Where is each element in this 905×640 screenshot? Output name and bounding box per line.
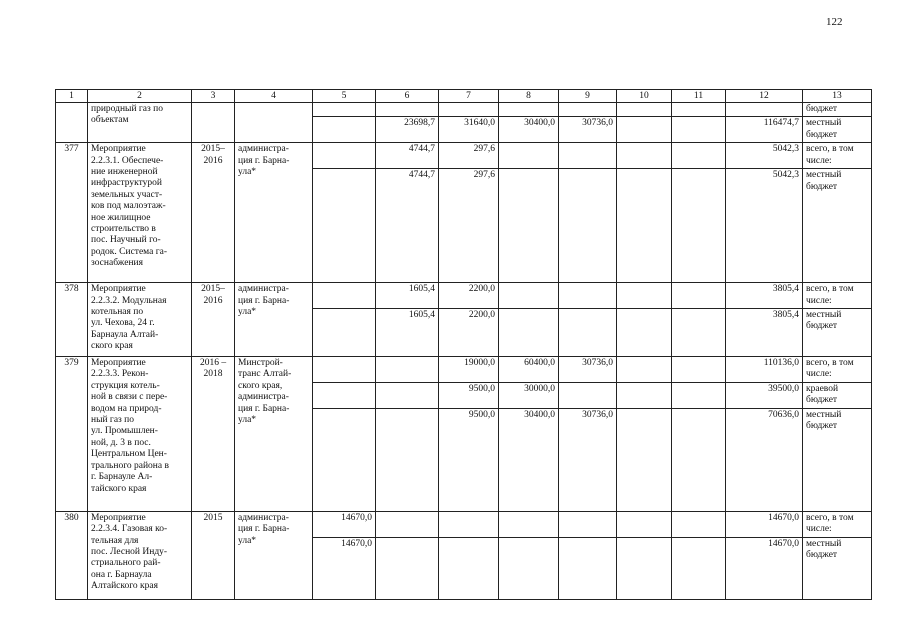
total-cell: 39500,0 xyxy=(726,383,803,409)
amount-cell xyxy=(672,143,726,169)
amount-cell xyxy=(672,383,726,409)
column-number: 6 xyxy=(376,90,439,103)
amount-cell xyxy=(313,143,376,169)
amount-cell xyxy=(376,537,439,599)
amount-cell: 1605,4 xyxy=(376,283,439,309)
table-row xyxy=(56,283,872,309)
amount-cell xyxy=(559,309,617,357)
column-number: 8 xyxy=(499,90,559,103)
funding-source: местный бюджет xyxy=(803,408,872,511)
table-row xyxy=(56,511,872,537)
amount-cell xyxy=(499,537,559,599)
executor: администра- ция г. Барна- ула* xyxy=(235,143,313,283)
amount-cell: 2200,0 xyxy=(439,309,499,357)
amount-cell: 2200,0 xyxy=(439,283,499,309)
table-row xyxy=(56,103,872,117)
amount-cell xyxy=(439,511,499,537)
funding-source: всего, в том числе: xyxy=(803,143,872,169)
executor: администра- ция г. Барна- ула* xyxy=(235,511,313,599)
funding-source: всего, в том числе: xyxy=(803,357,872,383)
amount-cell xyxy=(672,283,726,309)
amount-cell: 30736,0 xyxy=(559,357,617,383)
column-number: 4 xyxy=(235,90,313,103)
amount-cell: 14670,0 xyxy=(313,537,376,599)
amount-cell xyxy=(313,309,376,357)
amount-cell xyxy=(672,408,726,511)
amount-cell xyxy=(313,283,376,309)
funding-source: всего, в том числе: xyxy=(803,511,872,537)
amount-cell: 9500,0 xyxy=(439,383,499,409)
amount-cell: 1605,4 xyxy=(376,309,439,357)
amount-cell xyxy=(617,357,672,383)
amount-cell: 4744,7 xyxy=(376,143,439,169)
executor: Минстрой- транс Алтай- ского края, администра- ция г. Барна- ула* xyxy=(235,357,313,512)
amount-cell xyxy=(313,408,376,511)
amount-cell xyxy=(617,511,672,537)
amount-cell xyxy=(559,143,617,169)
amount-cell xyxy=(559,383,617,409)
column-number: 9 xyxy=(559,90,617,103)
total-cell: 3805,4 xyxy=(726,309,803,357)
amount-cell xyxy=(313,169,376,283)
amount-cell xyxy=(376,511,439,537)
amount-cell xyxy=(439,537,499,599)
funding-source: местный бюджет xyxy=(803,169,872,283)
amount-cell: 31640,0 xyxy=(439,117,499,143)
amount-cell xyxy=(617,383,672,409)
funding-source: местный бюджет xyxy=(803,117,872,143)
row-number: 378 xyxy=(56,283,88,357)
budget-table xyxy=(55,89,872,600)
amount-cell: 4744,7 xyxy=(376,169,439,283)
total-cell: 3805,4 xyxy=(726,283,803,309)
column-number: 3 xyxy=(192,90,235,103)
row-number: 377 xyxy=(56,143,88,283)
amount-cell xyxy=(617,537,672,599)
column-number-row xyxy=(56,90,872,103)
amount-cell xyxy=(672,357,726,383)
measure-name: Мероприятие 2.2.3.3. Рекон- струкция котель- ной в связи с пере- водом на природ- ный газ по ул. Промышлен- ной, д. 3 в пос. Центральном Цен- трального района в г. Барнауле Ал- тайского края xyxy=(88,357,192,512)
measure-name: Мероприятие 2.2.3.2. Модульная котельная по ул. Чехова, 24 г. Барнаула Алтай- ского края xyxy=(88,283,192,357)
amount-cell xyxy=(376,383,439,409)
amount-cell xyxy=(313,357,376,383)
row-number: 380 xyxy=(56,511,88,599)
funding-source: местный бюджет xyxy=(803,537,872,599)
amount-cell xyxy=(559,511,617,537)
page-number: 122 xyxy=(826,16,843,28)
amount-cell xyxy=(617,143,672,169)
amount-cell xyxy=(559,283,617,309)
amount-cell: 297,6 xyxy=(439,169,499,283)
amount-cell xyxy=(499,169,559,283)
amount-cell: 19000,0 xyxy=(439,357,499,383)
row-number: 379 xyxy=(56,357,88,512)
measure-name: Мероприятие 2.2.3.1. Обеспече- ние инженерной инфраструктурой земельных участ- ков под малоэтаж- ное жилищное строительство в пос. Научный го- родок. Система га- зоснабжения xyxy=(88,143,192,283)
amount-cell: 30000,0 xyxy=(499,383,559,409)
amount-cell xyxy=(617,309,672,357)
amount-cell xyxy=(617,408,672,511)
column-number: 2 xyxy=(88,90,192,103)
amount-cell xyxy=(313,383,376,409)
amount-cell: 60400,0 xyxy=(499,357,559,383)
amount-cell xyxy=(672,511,726,537)
amount-cell: 9500,0 xyxy=(439,408,499,511)
total-cell: 14670,0 xyxy=(726,511,803,537)
funding-source: всего, в том числе: xyxy=(803,283,872,309)
amount-cell xyxy=(559,169,617,283)
amount-cell xyxy=(499,309,559,357)
column-number: 7 xyxy=(439,90,499,103)
column-number: 5 xyxy=(313,90,376,103)
table-row xyxy=(56,357,872,383)
total-cell: 5042,3 xyxy=(726,143,803,169)
total-cell: 5042,3 xyxy=(726,169,803,283)
amount-cell xyxy=(499,511,559,537)
amount-cell xyxy=(499,143,559,169)
total-cell: 116474,7 xyxy=(726,117,803,143)
column-number: 10 xyxy=(617,90,672,103)
amount-cell: 297,6 xyxy=(439,143,499,169)
amount-cell xyxy=(376,357,439,383)
amount-cell: 30736,0 xyxy=(559,117,617,143)
amount-cell: 23698,7 xyxy=(376,117,439,143)
amount-cell: 30400,0 xyxy=(499,408,559,511)
period: 2015– 2016 xyxy=(192,283,235,357)
period: 2016 – 2018 xyxy=(192,357,235,512)
column-number: 1 xyxy=(56,90,88,103)
funding-source: местный бюджет xyxy=(803,309,872,357)
column-number: 12 xyxy=(726,90,803,103)
period: 2015– 2016 xyxy=(192,143,235,283)
amount-cell xyxy=(617,169,672,283)
measure-name: природный газ по объектам xyxy=(88,103,192,143)
executor: администра- ция г. Барна- ула* xyxy=(235,283,313,357)
amount-cell xyxy=(672,309,726,357)
total-cell: 110136,0 xyxy=(726,357,803,383)
total-cell: 70636,0 xyxy=(726,408,803,511)
column-number: 11 xyxy=(672,90,726,103)
funding-source: бюджет xyxy=(803,103,872,117)
measure-name: Мероприятие 2.2.3.4. Газовая ко- тельная для пос. Лесной Инду- стриального рай- она г. Барнаула Алтайского края xyxy=(88,511,192,599)
amount-cell: 14670,0 xyxy=(313,511,376,537)
funding-source: краевой бюджет xyxy=(803,383,872,409)
amount-cell: 30400,0 xyxy=(499,117,559,143)
amount-cell xyxy=(559,537,617,599)
total-cell: 14670,0 xyxy=(726,537,803,599)
period: 2015 xyxy=(192,511,235,599)
table-row xyxy=(56,143,872,169)
amount-cell xyxy=(617,283,672,309)
amount-cell xyxy=(376,408,439,511)
column-number: 13 xyxy=(803,90,872,103)
amount-cell: 30736,0 xyxy=(559,408,617,511)
amount-cell xyxy=(672,537,726,599)
amount-cell xyxy=(672,169,726,283)
amount-cell xyxy=(499,283,559,309)
